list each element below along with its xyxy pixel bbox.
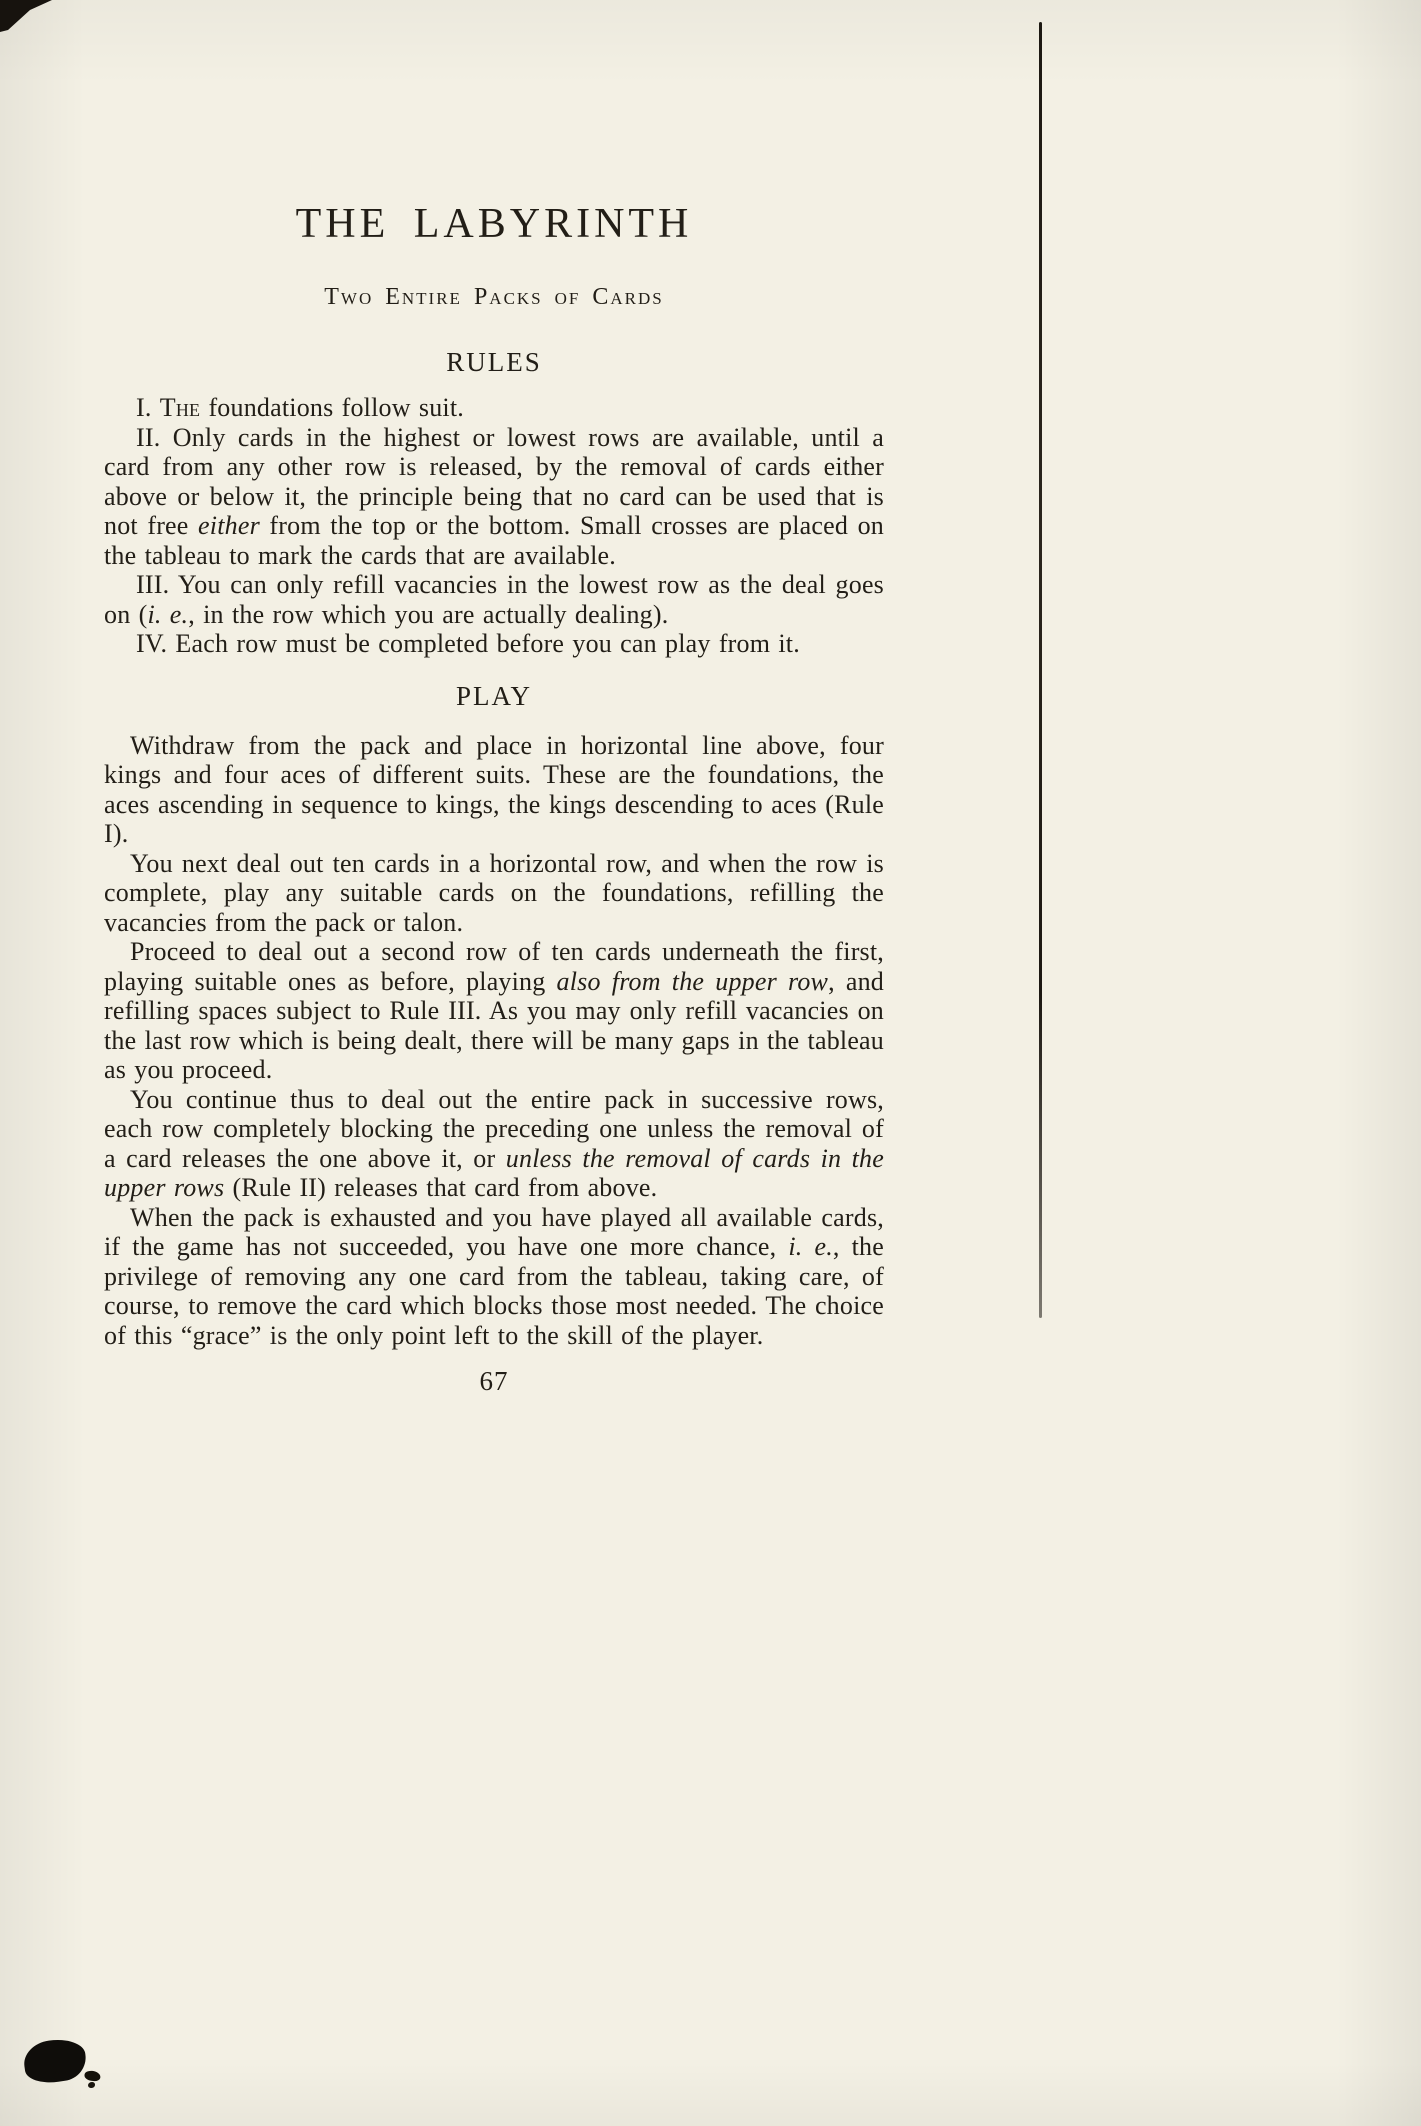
text-column bbox=[104, 203, 884, 1397]
page-number: 67 bbox=[479, 1366, 509, 1396]
scan-corner-artifact bbox=[0, 0, 52, 32]
rules-section bbox=[104, 393, 884, 659]
paragraph: II. Only cards in the highest or lowest rows are available, until a card from any other row is released, by the removal of cards either above or below it, the principle being that no card can be used that is not free either from the top or the bottom. Small crosses are placed on the tableau to mark the cards that are available. bbox=[104, 422, 884, 570]
page-title: THE LABYRINTH bbox=[295, 201, 693, 247]
rules-heading: RULES bbox=[446, 347, 542, 377]
paragraph: You continue thus to deal out the entire pack in successive rows, each row completely blocking the preceding one unless the removal of a card releases the one above it, or unless the removal of cards in the upper rows (Rule II) releases that card from above. bbox=[104, 1084, 884, 1202]
ink-speck-artifact bbox=[88, 2082, 95, 2088]
paragraph: You next deal out ten cards in a horizontal row, and when the row is complete, play any suitable cards on the foundations, refilling the vacancies from the pack or talon. bbox=[104, 848, 884, 937]
paragraph: Proceed to deal out a second row of ten cards underneath the first, playing suitable ones as before, playing also from the upper row, and refilling spaces subject to Rule III. As you may only refill vacancies on the last row which is being dealt, there will be many gaps in the tableau as you proceed. bbox=[104, 937, 885, 1084]
paragraph: Withdraw from the pack and place in horizontal line above, four kings and four aces of different suits. These are the foundations, the aces ascending in sequence to kings, the kings descending to aces (Rule I). bbox=[104, 730, 884, 848]
subtitle: Two Entire Packs of Cards bbox=[324, 284, 664, 310]
paragraph: III. You can only refill vacancies in the lowest row as the deal goes on (i. e., in the row which you are actually dealing). bbox=[104, 570, 884, 629]
scan-edge-line-artifact bbox=[1039, 22, 1042, 1318]
paragraph: When the pack is exhausted and you have played all available cards, if the game has not succeeded, you have one more chance, i. e., the privilege of removing any one card from the tableau, taking care, of course, to remove the card which blocks those most needed. The choice of this “grace” is the only point left to the skill of the player. bbox=[104, 1202, 884, 1350]
paragraph: I. The foundations follow suit. bbox=[136, 393, 464, 422]
paragraph: IV. Each row must be completed before you can play from it. bbox=[136, 629, 800, 658]
play-heading: PLAY bbox=[455, 680, 533, 711]
play-section bbox=[104, 731, 884, 1351]
ink-blot-artifact bbox=[21, 2036, 88, 2086]
